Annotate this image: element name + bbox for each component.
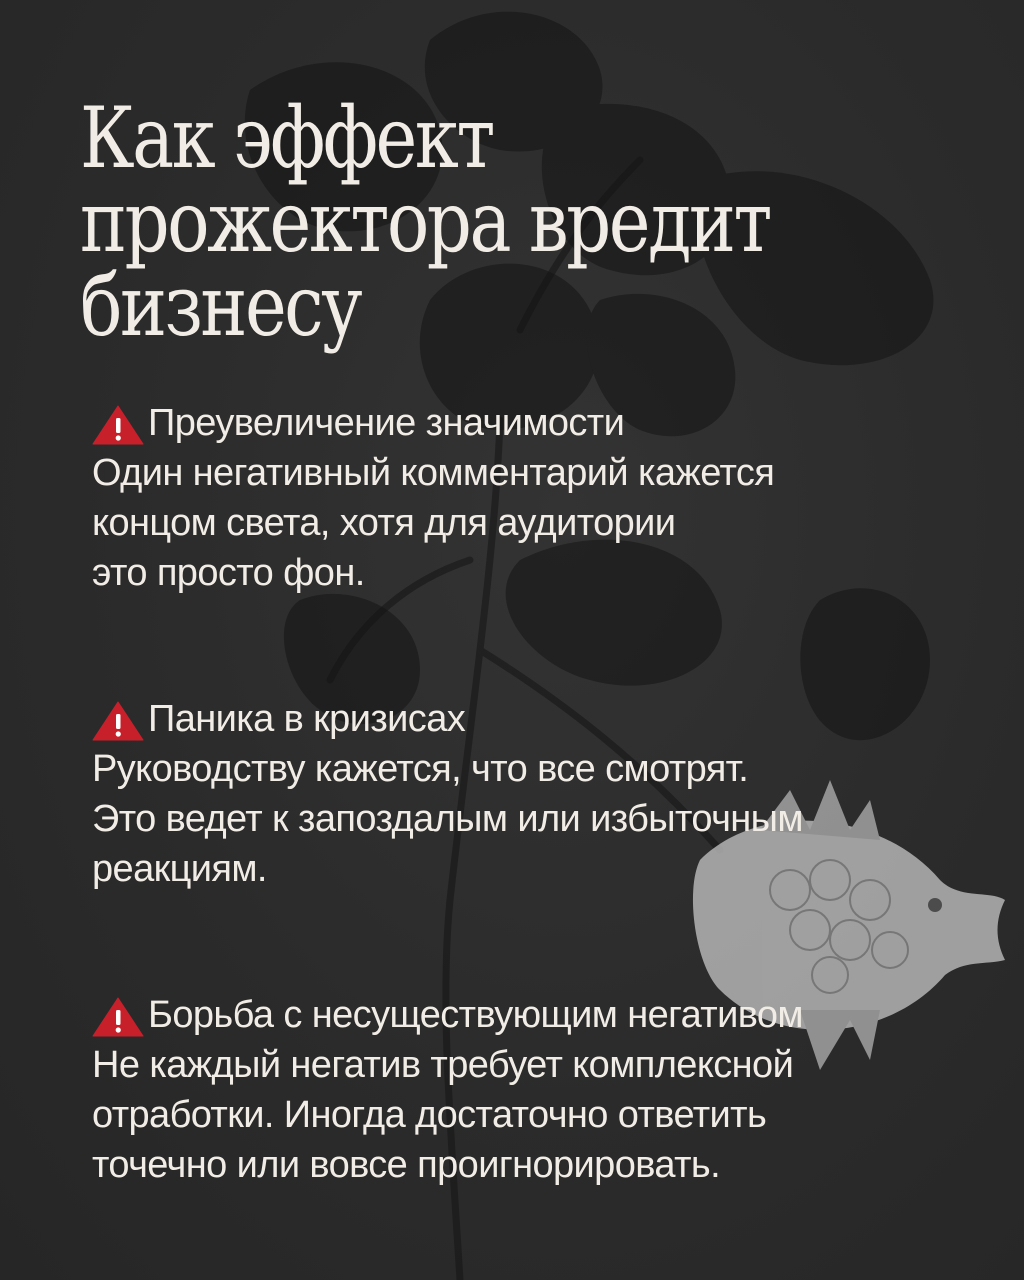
title-line: Как эффект bbox=[80, 89, 493, 187]
warning-icon bbox=[92, 405, 144, 445]
slide-title bbox=[80, 89, 802, 355]
point-item bbox=[92, 694, 992, 894]
points-list bbox=[92, 398, 992, 1280]
point-text-line: Один негативный комментарий кажется bbox=[92, 452, 775, 494]
title-line: бизнесу bbox=[80, 257, 361, 355]
title-line: прожектора вредит bbox=[80, 173, 770, 271]
point-text-line: Не каждый негатив требует комплексной bbox=[92, 1044, 794, 1086]
point-heading bbox=[92, 990, 992, 1040]
point-text-line: концом света, хотя для аудитории bbox=[92, 502, 676, 544]
point-item bbox=[92, 398, 992, 598]
point-text-line: реакциям. bbox=[92, 848, 267, 890]
warning-icon bbox=[92, 701, 144, 741]
warning-icon bbox=[92, 997, 144, 1037]
point-text-line: отработки. Иногда достаточно ответить bbox=[92, 1094, 767, 1136]
point-text-line: Это ведет к запоздалым или избыточным bbox=[92, 798, 803, 840]
point-text-line: точечно или вовсе проигнорировать. bbox=[92, 1144, 721, 1186]
point-heading-text: Преувеличение значимости bbox=[148, 402, 625, 444]
point-heading-text: Паника в кризисах bbox=[148, 698, 466, 740]
point-text-line: это просто фон. bbox=[92, 552, 365, 594]
point-text-line: Руководству кажется, что все смотрят. bbox=[92, 748, 749, 790]
point-item bbox=[92, 990, 992, 1190]
point-heading bbox=[92, 398, 992, 448]
point-heading bbox=[92, 694, 992, 744]
point-heading-text: Борьба с несуществующим негативом bbox=[148, 994, 803, 1036]
